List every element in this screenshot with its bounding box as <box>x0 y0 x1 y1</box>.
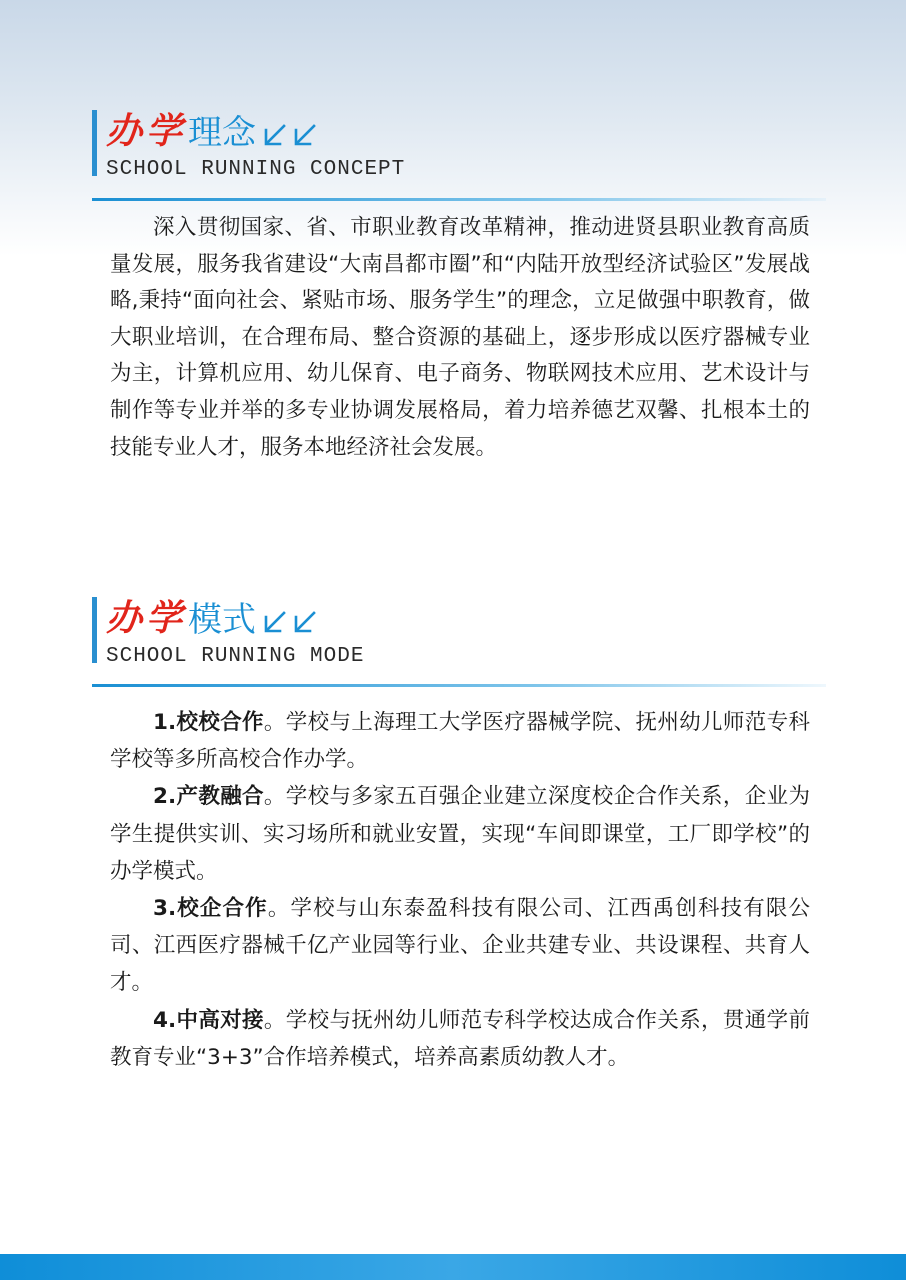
double-arrow-down-left-icon <box>262 607 320 637</box>
mode-divider <box>92 684 826 687</box>
mode-item-title: 1.校校合作 <box>153 710 264 735</box>
concept-body: 深入贯彻国家、省、市职业教育改革精神，推动进贤县职业教育高质量发展，服务我省建设“大南昌都市圈”和“内陆开放型经济试验区”发展战略,秉持“面向社会、紧贴市场、服务学生”的理念，立足做强中职教育，做大职业培训，在合理布局、整合资源的基础上，逐步形成以医疗器械专业为主，计算机应用、幼儿保育、电子商务、物联网技术应用、艺术设计与制作等专业并举的多专业协调发展格局，着力培养德艺双馨、扎根本土的技能专业人才，服务本地经济社会发展。 <box>110 215 810 460</box>
mode-item-text: 。学校与上海理工大学医疗器械学院、抚州幼儿师范专科学校等多所高校合作办学。 <box>110 710 810 773</box>
mode-item <box>110 1002 810 1076</box>
mode-item-text: 。学校与山东泰盈科技有限公司、江西禹创科技有限公司、江西医疗器械千亿产业园等行业、企业共建专业、共设课程、共育人才。 <box>110 896 810 996</box>
concept-heading-red: 办学 <box>106 110 187 152</box>
concept-heading <box>92 110 412 190</box>
mode-heading-en: SCHOOL RUNNING MODE <box>106 645 365 668</box>
mode-item-title: 2.产教融合 <box>153 784 264 810</box>
mode-heading-bar <box>92 597 97 663</box>
double-arrow-down-left-icon <box>262 120 320 150</box>
concept-divider <box>92 198 826 201</box>
concept-heading-en: SCHOOL RUNNING CONCEPT <box>106 158 406 181</box>
concept-heading-title <box>106 104 320 154</box>
mode-heading-red: 办学 <box>106 597 187 639</box>
concept-heading-bar <box>92 110 97 176</box>
mode-item <box>110 704 810 778</box>
mode-item-title: 3.校企合作 <box>153 896 268 922</box>
mode-heading-title <box>106 591 320 641</box>
concept-heading-blue: 理念 <box>188 113 257 153</box>
mode-item-text: 。学校与多家五百强企业建立深度校企合作关系，企业为学生提供实训、实习场所和就业安置，实现“车间即课堂，工厂即学校”的办学模式。 <box>110 784 810 884</box>
mode-heading <box>92 597 412 677</box>
mode-item-text: 。学校与抚州幼儿师范专科学校达成合作关系，贯通学前教育专业“3+3”合作培养模式，培养高素质幼教人才。 <box>110 1007 810 1070</box>
mode-item-title: 4.中高对接 <box>153 1007 264 1033</box>
mode-item <box>110 778 810 890</box>
mode-item <box>110 890 810 1002</box>
mode-list <box>110 704 810 1076</box>
mode-heading-blue: 模式 <box>188 600 257 640</box>
bottom-band <box>0 1254 906 1280</box>
